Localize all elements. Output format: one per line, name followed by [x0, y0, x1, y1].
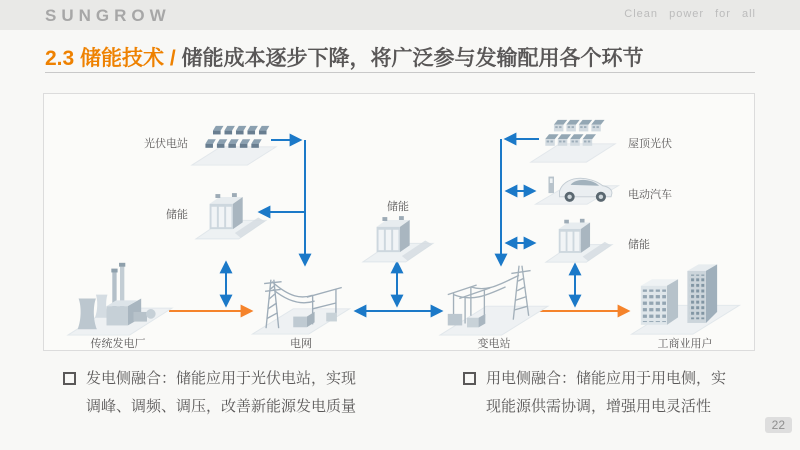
- electric-car-icon: [532, 160, 622, 206]
- header-tagline: Clean power for all: [624, 8, 756, 20]
- title-divider: [45, 72, 755, 73]
- bullet-consumption-side: [463, 365, 763, 421]
- bullet-generation-side: [63, 365, 393, 421]
- energy-flow-diagram: [43, 93, 755, 351]
- square-bullet-icon: [63, 372, 76, 385]
- label-storage-right: 储能: [628, 239, 650, 251]
- bullet-consumption-line1: 用电侧融合：储能应用于用电侧，实: [486, 370, 727, 387]
- label-commercial-users: 工商业用户: [657, 338, 713, 350]
- label-ev: 电动汽车: [628, 189, 672, 201]
- commercial-buildings-icon: [629, 256, 742, 336]
- storage-battery-icon: [361, 213, 435, 264]
- header-bar: [0, 0, 800, 30]
- bullet-generation-line1: 发电侧融合：储能应用于光伏电站，实现: [86, 370, 357, 387]
- label-rooftop-pv: 屋顶光伏: [628, 138, 672, 150]
- label-pv-station: 光伏电站: [144, 138, 188, 150]
- substation-icon: [438, 258, 550, 337]
- label-storage-left: 储能: [166, 209, 188, 221]
- sungrow-logo: SUNGROW: [45, 6, 171, 25]
- traditional-plant-icon: [66, 258, 174, 337]
- slide-title: [45, 42, 644, 72]
- label-storage-mid: 储能: [387, 201, 409, 213]
- bullet-consumption-line2: 现能源供需协调，增强用电灵活性: [486, 398, 712, 415]
- storage-battery-icon: [194, 190, 268, 241]
- storage-battery-icon: [544, 216, 614, 264]
- bullet-generation-line2: 调峰、调频、调压，改善新能源发电质量: [86, 398, 357, 415]
- label-traditional-plant: 传统发电厂: [90, 338, 146, 350]
- slide-title-section: 2.3 储能技术 /: [45, 47, 182, 70]
- label-substation: 变电站: [477, 338, 511, 350]
- power-grid-icon: [250, 270, 352, 336]
- label-grid: 电网: [290, 338, 312, 350]
- page-number-badge: 22: [765, 417, 792, 433]
- square-bullet-icon: [463, 372, 476, 385]
- rooftop-pv-icon: [524, 118, 622, 164]
- slide-title-text: 储能成本逐步下降，将广泛参与发输配用各个环节: [181, 47, 644, 70]
- pv-station-icon: [190, 121, 278, 167]
